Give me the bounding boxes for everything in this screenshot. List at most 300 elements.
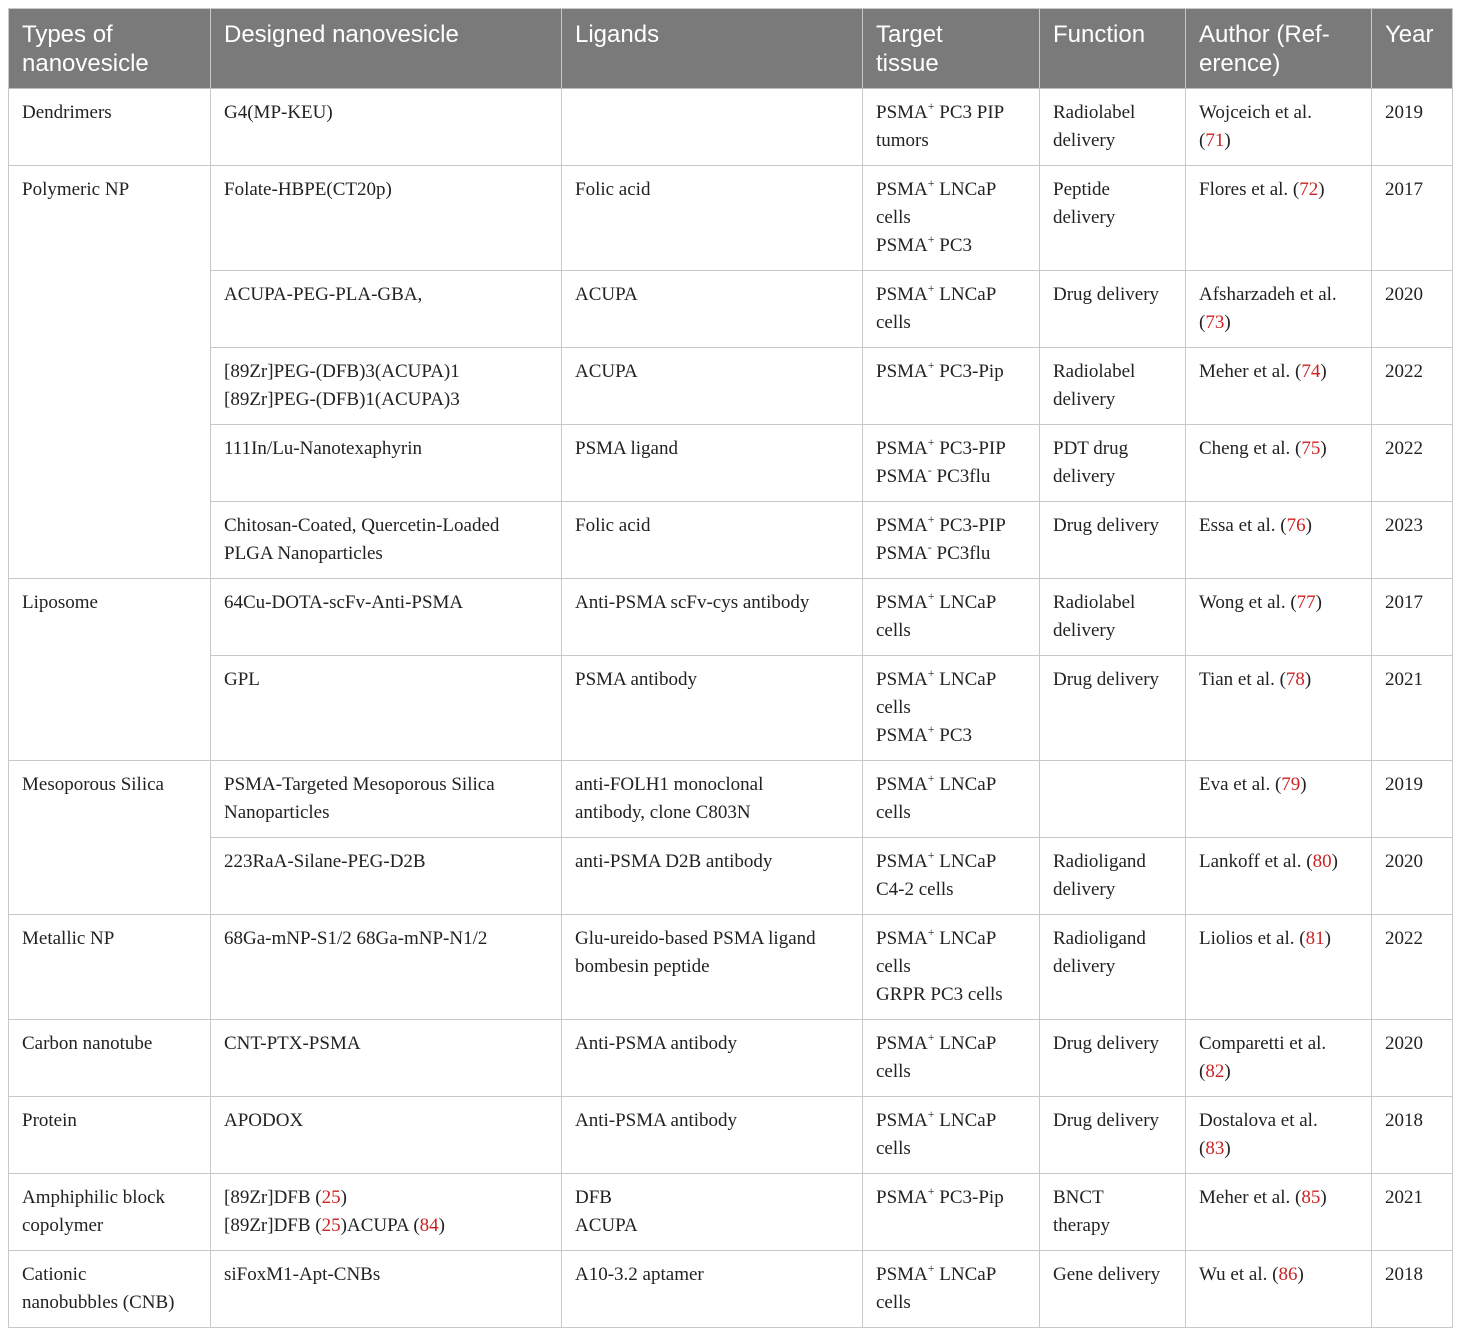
function-line: Drug delivery (1053, 515, 1160, 536)
cell-year: 2017 (1372, 166, 1453, 271)
reference-link[interactable]: 86 (1278, 1264, 1298, 1285)
header-line: Types of (22, 21, 113, 48)
table-body (9, 89, 1453, 1328)
table-row (9, 1020, 1453, 1097)
header-target (863, 9, 1040, 89)
target-prefix: PSMA (876, 774, 928, 795)
cell-year: 2018 (1372, 1251, 1453, 1328)
cell-target (863, 89, 1040, 166)
reference-link[interactable]: 80 (1312, 851, 1332, 872)
text-line (1199, 1184, 1358, 1212)
cell-ligands (562, 502, 863, 579)
cell-nanovesicle (211, 915, 562, 1020)
text-line (1199, 666, 1358, 694)
target-superscript: + (927, 1184, 935, 1198)
reference-link[interactable]: 77 (1296, 592, 1316, 613)
cell-target (863, 425, 1040, 502)
cell-function (1040, 1251, 1186, 1328)
text-line (1199, 435, 1358, 463)
table-row (9, 89, 1453, 166)
cell-nanovesicle (211, 656, 562, 761)
target-rest: PC3 (934, 725, 973, 746)
target-superscript: + (927, 232, 935, 246)
ligand-line: A10-3.2 aptamer (575, 1264, 704, 1285)
text-line (224, 589, 548, 617)
reference-link[interactable]: 79 (1281, 774, 1301, 795)
target-prefix: PSMA (876, 438, 928, 459)
target-prefix: cells (876, 956, 911, 977)
cell-target (863, 271, 1040, 348)
text-fragment: Wojceich et al. (1199, 102, 1312, 123)
cell-nanovesicle (211, 502, 562, 579)
target-prefix: PSMA (876, 1264, 928, 1285)
target-line (876, 799, 1026, 827)
cell-year: 2023 (1372, 502, 1453, 579)
text-fragment: ) (1315, 592, 1322, 613)
target-superscript: + (927, 1107, 935, 1121)
reference-link[interactable]: 78 (1285, 669, 1305, 690)
function-line: delivery (1053, 130, 1116, 151)
target-line (876, 1289, 1026, 1317)
target-prefix: PSMA (876, 1187, 928, 1208)
function-line: Peptide (1053, 179, 1110, 200)
function-line: therapy (1053, 1215, 1110, 1236)
function-line: Drug delivery (1053, 669, 1160, 690)
function-line: BNCT (1053, 1187, 1104, 1208)
target-line (876, 540, 1026, 568)
cell-function (1040, 1097, 1186, 1174)
cell-function (1040, 579, 1186, 656)
cell-function (1040, 761, 1186, 838)
function-line: delivery (1053, 956, 1116, 977)
cell-target (863, 838, 1040, 915)
cell-nanovesicle (211, 271, 562, 348)
cell-target (863, 502, 1040, 579)
cell-nanovesicle (211, 1251, 562, 1328)
target-rest: LNCaP (934, 1110, 997, 1131)
text-fragment: )ACUPA ( (340, 1215, 420, 1236)
header-line: Author (Ref- (1199, 21, 1330, 48)
text-line (224, 1107, 548, 1135)
text-line (1199, 771, 1358, 799)
target-line (876, 435, 1026, 463)
ligand-line: Folic acid (575, 179, 651, 200)
text-fragment: 223RaA-Silane-PEG-D2B (224, 851, 426, 872)
cell-nanovesicle (211, 579, 562, 656)
target-prefix: PSMA (876, 1033, 928, 1054)
text-fragment: ) (1324, 928, 1331, 949)
target-prefix: cells (876, 802, 911, 823)
reference-link[interactable]: 74 (1301, 361, 1321, 382)
target-prefix: PSMA (876, 361, 928, 382)
target-superscript: - (927, 463, 932, 477)
cell-function (1040, 166, 1186, 271)
function-line: delivery (1053, 879, 1116, 900)
text-fragment: Wong et al. ( (1199, 592, 1297, 613)
cell-author (1186, 1020, 1372, 1097)
ligand-line: Anti-PSMA antibody (575, 1033, 738, 1054)
cell-nanovesicle (211, 1020, 562, 1097)
target-rest: PC3 (934, 235, 973, 256)
target-line (876, 1184, 1026, 1212)
text-fragment: 64Cu-DOTA-scFv-Anti-PSMA (224, 592, 464, 613)
header-line: Designed nanovesicle (224, 21, 459, 48)
header-line: Target (876, 21, 943, 48)
target-line (876, 666, 1026, 694)
text-fragment: [89Zr]DFB ( (224, 1215, 322, 1236)
ligand-line: PSMA antibody (575, 669, 697, 690)
header-ligands (562, 9, 863, 89)
target-superscript: + (927, 848, 935, 862)
ligand-line: Glu-ureido-based PSMA ligand (575, 928, 816, 949)
ligand-line: Anti-PSMA scFv-cys antibody (575, 592, 810, 613)
cell-function (1040, 348, 1186, 425)
cell-author (1186, 89, 1372, 166)
cell-author (1186, 1251, 1372, 1328)
reference-link[interactable]: 75 (1301, 438, 1321, 459)
cell-ligands (562, 348, 863, 425)
reference-link[interactable]: 72 (1299, 179, 1319, 200)
cell-author (1186, 1174, 1372, 1251)
target-superscript: - (927, 540, 932, 554)
text-fragment: PSMA-Targeted Mesoporous Silica (224, 774, 495, 795)
cell-ligands (562, 89, 863, 166)
cell-target (863, 1174, 1040, 1251)
cell-author (1186, 579, 1372, 656)
ligand-line: Folic acid (575, 515, 651, 536)
target-rest: PC3-Pip (934, 1187, 1004, 1208)
target-line (876, 1107, 1026, 1135)
text-fragment: 111In/Lu-Nanotexaphyrin (224, 438, 423, 459)
text-fragment: Comparetti et al. (1199, 1033, 1327, 1054)
cell-target (863, 761, 1040, 838)
target-prefix: cells (876, 620, 911, 641)
cell-function (1040, 89, 1186, 166)
target-line (876, 694, 1026, 722)
cell-year: 2019 (1372, 761, 1453, 838)
table-row (9, 838, 1453, 915)
target-rest: LNCaP (934, 851, 997, 872)
text-line (224, 386, 548, 414)
cell-author (1186, 761, 1372, 838)
text-line (224, 99, 548, 127)
cell-year: 2020 (1372, 838, 1453, 915)
target-prefix: C4-2 cells (876, 879, 954, 900)
text-fragment: [89Zr]DFB ( (224, 1187, 322, 1208)
reference-link[interactable]: 84 (419, 1215, 439, 1236)
text-fragment: ) (1224, 1061, 1231, 1082)
reference-link[interactable]: 71 (1205, 130, 1225, 151)
type-line: Liposome (22, 592, 98, 613)
target-line (876, 127, 1026, 155)
function-line: Radioligand (1053, 928, 1146, 949)
table-row (9, 502, 1453, 579)
text-fragment: ) (1305, 515, 1312, 536)
cell-ligands (562, 1251, 863, 1328)
text-fragment: ( (1199, 1138, 1206, 1159)
target-prefix: cells (876, 697, 911, 718)
type-line: Protein (22, 1110, 77, 1131)
text-line (1199, 176, 1358, 204)
text-line (224, 799, 548, 827)
reference-link[interactable]: 85 (1301, 1187, 1321, 1208)
text-fragment: ) (1297, 1264, 1304, 1285)
target-prefix: PSMA (876, 466, 928, 487)
target-superscript: + (927, 1030, 935, 1044)
target-prefix: cells (876, 207, 911, 228)
text-fragment: ) (340, 1187, 347, 1208)
table-row (9, 1174, 1453, 1251)
target-rest: PC3flu (931, 466, 991, 487)
cell-type (9, 1174, 211, 1251)
target-superscript: + (927, 358, 935, 372)
cell-year: 2019 (1372, 89, 1453, 166)
function-line: delivery (1053, 389, 1116, 410)
text-fragment: ) (1224, 1138, 1231, 1159)
cell-author (1186, 425, 1372, 502)
target-rest: LNCaP (934, 1264, 997, 1285)
target-line (876, 204, 1026, 232)
cell-year: 2022 (1372, 915, 1453, 1020)
target-prefix: PSMA (876, 543, 928, 564)
text-fragment: Meher et al. ( (1199, 361, 1302, 382)
function-line: delivery (1053, 620, 1116, 641)
function-line: Radiolabel (1053, 592, 1136, 613)
target-prefix: GRPR PC3 cells (876, 984, 1003, 1005)
text-fragment: Lankoff et al. ( (1199, 851, 1313, 872)
header-type (9, 9, 211, 89)
cell-author (1186, 1097, 1372, 1174)
text-fragment: Essa et al. ( (1199, 515, 1287, 536)
ligand-line: ACUPA (575, 361, 638, 382)
table-header (9, 9, 1453, 89)
target-prefix: PSMA (876, 851, 928, 872)
header-year (1372, 9, 1453, 89)
reference-link[interactable]: 81 (1305, 928, 1325, 949)
target-line (876, 1030, 1026, 1058)
text-line (224, 540, 548, 568)
function-line: Radioligand (1053, 851, 1146, 872)
nanovesicle-table (8, 8, 1453, 1328)
text-fragment: CNT-PTX-PSMA (224, 1033, 361, 1054)
cell-author (1186, 348, 1372, 425)
text-fragment: ) (1224, 130, 1231, 151)
target-prefix: cells (876, 312, 911, 333)
type-line: Polymeric NP (22, 179, 130, 200)
function-line: Drug delivery (1053, 284, 1160, 305)
header-line: nanovesicle (22, 50, 149, 77)
table-row (9, 1097, 1453, 1174)
target-superscript: + (927, 771, 935, 785)
header-line: Ligands (575, 21, 660, 48)
reference-link[interactable]: 82 (1205, 1061, 1225, 1082)
cell-type (9, 761, 211, 915)
ligand-line: Anti-PSMA antibody (575, 1110, 738, 1131)
cell-nanovesicle (211, 425, 562, 502)
type-line: Cationic (22, 1264, 87, 1285)
text-fragment: 68Ga-mNP-S1/2 68Ga-mNP-N1/2 (224, 928, 488, 949)
cell-type (9, 89, 211, 166)
table-row (9, 271, 1453, 348)
header-function (1040, 9, 1186, 89)
text-line (224, 1212, 548, 1240)
reference-link[interactable]: 76 (1286, 515, 1306, 536)
cell-function (1040, 656, 1186, 761)
header-author (1186, 9, 1372, 89)
cell-ligands (562, 166, 863, 271)
cell-nanovesicle (211, 1097, 562, 1174)
text-line (1199, 309, 1358, 337)
type-line: copolymer (22, 1215, 104, 1236)
target-prefix: cells (876, 1061, 911, 1082)
text-fragment: Liolios et al. ( (1199, 928, 1306, 949)
cell-author (1186, 838, 1372, 915)
text-fragment: Wu et al. ( (1199, 1264, 1279, 1285)
text-fragment: siFoxM1-Apt-CNBs (224, 1264, 381, 1285)
target-rest: LNCaP (934, 669, 997, 690)
cell-nanovesicle (211, 348, 562, 425)
text-fragment: ) (1318, 179, 1325, 200)
cell-function (1040, 1020, 1186, 1097)
target-line (876, 281, 1026, 309)
target-prefix: PSMA (876, 102, 928, 123)
cell-target (863, 348, 1040, 425)
cell-author (1186, 166, 1372, 271)
text-line (1199, 848, 1358, 876)
cell-target (863, 1251, 1040, 1328)
target-line (876, 722, 1026, 750)
target-prefix: PSMA (876, 669, 928, 690)
header-line: Year (1385, 21, 1434, 48)
reference-link[interactable]: 73 (1205, 312, 1225, 333)
text-line (224, 281, 548, 309)
text-fragment: GPL (224, 669, 260, 690)
cell-nanovesicle (211, 838, 562, 915)
table-row (9, 579, 1453, 656)
target-rest: PC3 PIP (934, 102, 1005, 123)
ligand-line: ACUPA (575, 284, 638, 305)
table-row (9, 166, 1453, 271)
ligand-line: antibody, clone C803N (575, 802, 751, 823)
cell-target (863, 1020, 1040, 1097)
ligand-line: anti-PSMA D2B antibody (575, 851, 773, 872)
text-line (1199, 1058, 1358, 1086)
text-line (224, 435, 548, 463)
text-fragment: ) (1320, 1187, 1327, 1208)
target-superscript: + (927, 925, 935, 939)
ligand-line: bombesin peptide (575, 956, 710, 977)
target-line (876, 617, 1026, 645)
reference-link[interactable]: 25 (321, 1215, 341, 1236)
text-line (1199, 589, 1358, 617)
cell-year: 2020 (1372, 271, 1453, 348)
table-row (9, 1251, 1453, 1328)
type-line: Mesoporous Silica (22, 774, 164, 795)
header-row (9, 9, 1453, 89)
target-prefix: cells (876, 1138, 911, 1159)
target-line (876, 876, 1026, 904)
target-rest: LNCaP (934, 1033, 997, 1054)
cell-year: 2017 (1372, 579, 1453, 656)
target-prefix: PSMA (876, 179, 928, 200)
function-line: Radiolabel (1053, 102, 1136, 123)
target-rest: LNCaP (934, 179, 997, 200)
target-superscript: + (927, 281, 935, 295)
header-line: Function (1053, 21, 1146, 48)
text-fragment: Chitosan-Coated, Quercetin-Loaded (224, 515, 500, 536)
ligand-line: ACUPA (575, 1215, 638, 1236)
text-fragment: ACUPA-PEG-PLA-GBA, (224, 284, 423, 305)
text-fragment: ) (1224, 312, 1231, 333)
reference-link[interactable]: 25 (321, 1187, 341, 1208)
text-fragment: ) (1320, 438, 1327, 459)
text-fragment: ) (438, 1215, 445, 1236)
cell-ligands (562, 1020, 863, 1097)
cell-type (9, 915, 211, 1020)
target-prefix: PSMA (876, 592, 928, 613)
target-line (876, 771, 1026, 799)
cell-year: 2020 (1372, 1020, 1453, 1097)
cell-type (9, 579, 211, 761)
target-line (876, 1058, 1026, 1086)
cell-author (1186, 915, 1372, 1020)
header-nanovesicle (211, 9, 562, 89)
text-fragment: Eva et al. ( (1199, 774, 1282, 795)
target-prefix: PSMA (876, 235, 928, 256)
target-superscript: + (927, 666, 935, 680)
cell-target (863, 166, 1040, 271)
cell-year: 2021 (1372, 1174, 1453, 1251)
cell-ligands (562, 915, 863, 1020)
target-rest: LNCaP (934, 284, 997, 305)
text-fragment: ) (1300, 774, 1307, 795)
target-line (876, 232, 1026, 260)
header-line: tissue (876, 50, 939, 77)
cell-ligands (562, 425, 863, 502)
cell-author (1186, 656, 1372, 761)
cell-author (1186, 502, 1372, 579)
text-fragment: Nanoparticles (224, 802, 330, 823)
target-prefix: PSMA (876, 515, 928, 536)
target-line (876, 463, 1026, 491)
reference-link[interactable]: 83 (1205, 1138, 1225, 1159)
text-line (224, 512, 548, 540)
text-line (1199, 99, 1358, 127)
text-line (224, 1030, 548, 1058)
target-rest: PC3-PIP (934, 438, 1006, 459)
target-prefix: PSMA (876, 725, 928, 746)
cell-target (863, 579, 1040, 656)
text-fragment: G4(MP-KEU) (224, 102, 333, 123)
target-prefix: PSMA (876, 928, 928, 949)
target-superscript: + (927, 1261, 935, 1275)
target-rest: LNCaP (934, 592, 997, 613)
cell-year: 2021 (1372, 656, 1453, 761)
text-line (1199, 1135, 1358, 1163)
cell-target (863, 656, 1040, 761)
target-line (876, 1135, 1026, 1163)
text-fragment: ( (1199, 312, 1206, 333)
target-line (876, 925, 1026, 953)
cell-ligands (562, 271, 863, 348)
cell-target (863, 1097, 1040, 1174)
text-fragment: Meher et al. ( (1199, 1187, 1302, 1208)
target-prefix: tumors (876, 130, 929, 151)
cell-function (1040, 425, 1186, 502)
cell-nanovesicle (211, 166, 562, 271)
table-row (9, 656, 1453, 761)
ligand-line: anti-FOLH1 monoclonal (575, 774, 764, 795)
